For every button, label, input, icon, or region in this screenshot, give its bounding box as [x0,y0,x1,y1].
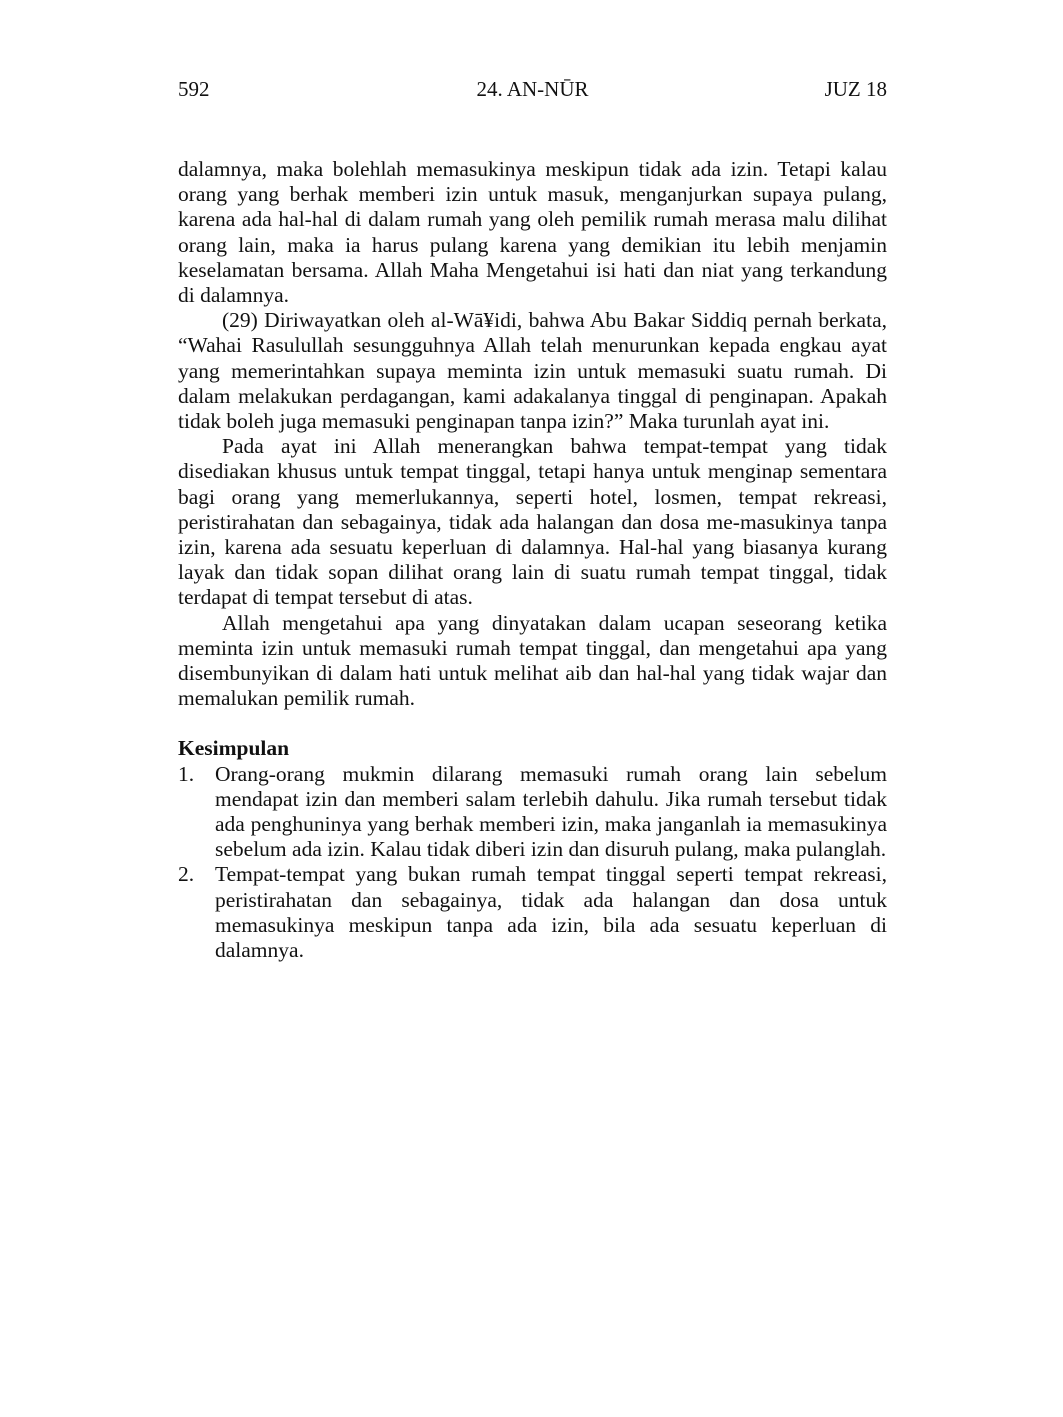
paragraph-verse-explanation: Pada ayat ini Allah menerangkan bahwa tempat-tempat yang tidak disediakan khusus untuk tempat tinggal, tetapi hanya untuk menginap sementara bagi orang yang memerlukannya, seperti hotel, losmen, tempat rekreasi, peristirahatan dan sebagainya, tidak ada halangan dan dosa me-masukinya tanpa izin, karena ada sesuatu keperluan di dalamnya. Hal-hal yang biasanya kurang layak dan tidak sopan dilihat orang lain di suatu rumah tempat tinggal, tidak terdapat di tempat tersebut di atas. [178,434,887,610]
chapter-title: 24. AN-NŪR [476,77,589,101]
list-marker: 2. [178,862,195,887]
conclusion-item [178,862,887,963]
juz-label: JUZ 18 [824,77,887,101]
paragraph-verse-29-narration: (29) Diriwayatkan oleh al-Wā¥idi, bahwa Abu Bakar Siddiq pernah berkata, “Wahai Rasulullah sesungguhnya Allah telah menurunkan kepada engkau ayat yang memerintahkan supaya meminta izin untuk memasuki suatu rumah. Di dalam melakukan perdagangan, kami adakalanya tinggal di penginapan. Apakah tidak boleh juga memasuki penginapan tanpa izin?” Maka turunlah ayat ini. [178,308,887,434]
paragraph-allah-knows: Allah mengetahui apa yang dinyatakan dalam ucapan seseorang ketika meminta izin untuk memasuki rumah tempat tinggal, dan mengetahui apa yang disembunyikan di dalam hati untuk melihat aib dan hal-hal yang tidak wajar dan memalukan pemilik rumah. [178,610,887,711]
page-header [178,74,887,104]
conclusion-item [178,762,887,863]
conclusion-heading: Kesimpulan [178,736,290,761]
paragraph-continuation: dalamnya, maka bolehlah memasukinya meskipun tidak ada izin. Tetapi kalau orang yang berhak memberi izin untuk masuk, menganjurkan supaya pulang, karena ada hal-hal di dalam rumah yang oleh pemilik rumah merasa malu dilihat orang lain, maka ia harus pulang karena yang demikian itu lebih menjamin keselamatan bersama. Allah Maha Mengetahui isi hati dan niat yang terkandung di dalamnya. [178,157,887,308]
page-number: 592 [178,77,210,101]
conclusion-item-text: Tempat-tempat yang bukan rumah tempat tinggal seperti tempat rekreasi, peristirahatan dan sebagainya, tidak ada halangan dan dosa untuk memasukinya meskipun tanpa ada izin, bila ada sesuatu keperluan di dalamnya. [215,862,887,963]
page-body [178,157,887,963]
conclusion-item-text: Orang-orang mukmin dilarang memasuki rumah orang lain sebelum mendapat izin dan memberi salam terlebih dahulu. Jika rumah tersebut tidak ada penghuninya yang berhak memberi izin, maka janganlah ia memasukinya sebelum ada izin. Kalau tidak diberi izin dan disuruh pulang, maka pulanglah. [215,761,887,862]
list-marker: 1. [178,761,195,786]
conclusion-list [178,762,887,964]
